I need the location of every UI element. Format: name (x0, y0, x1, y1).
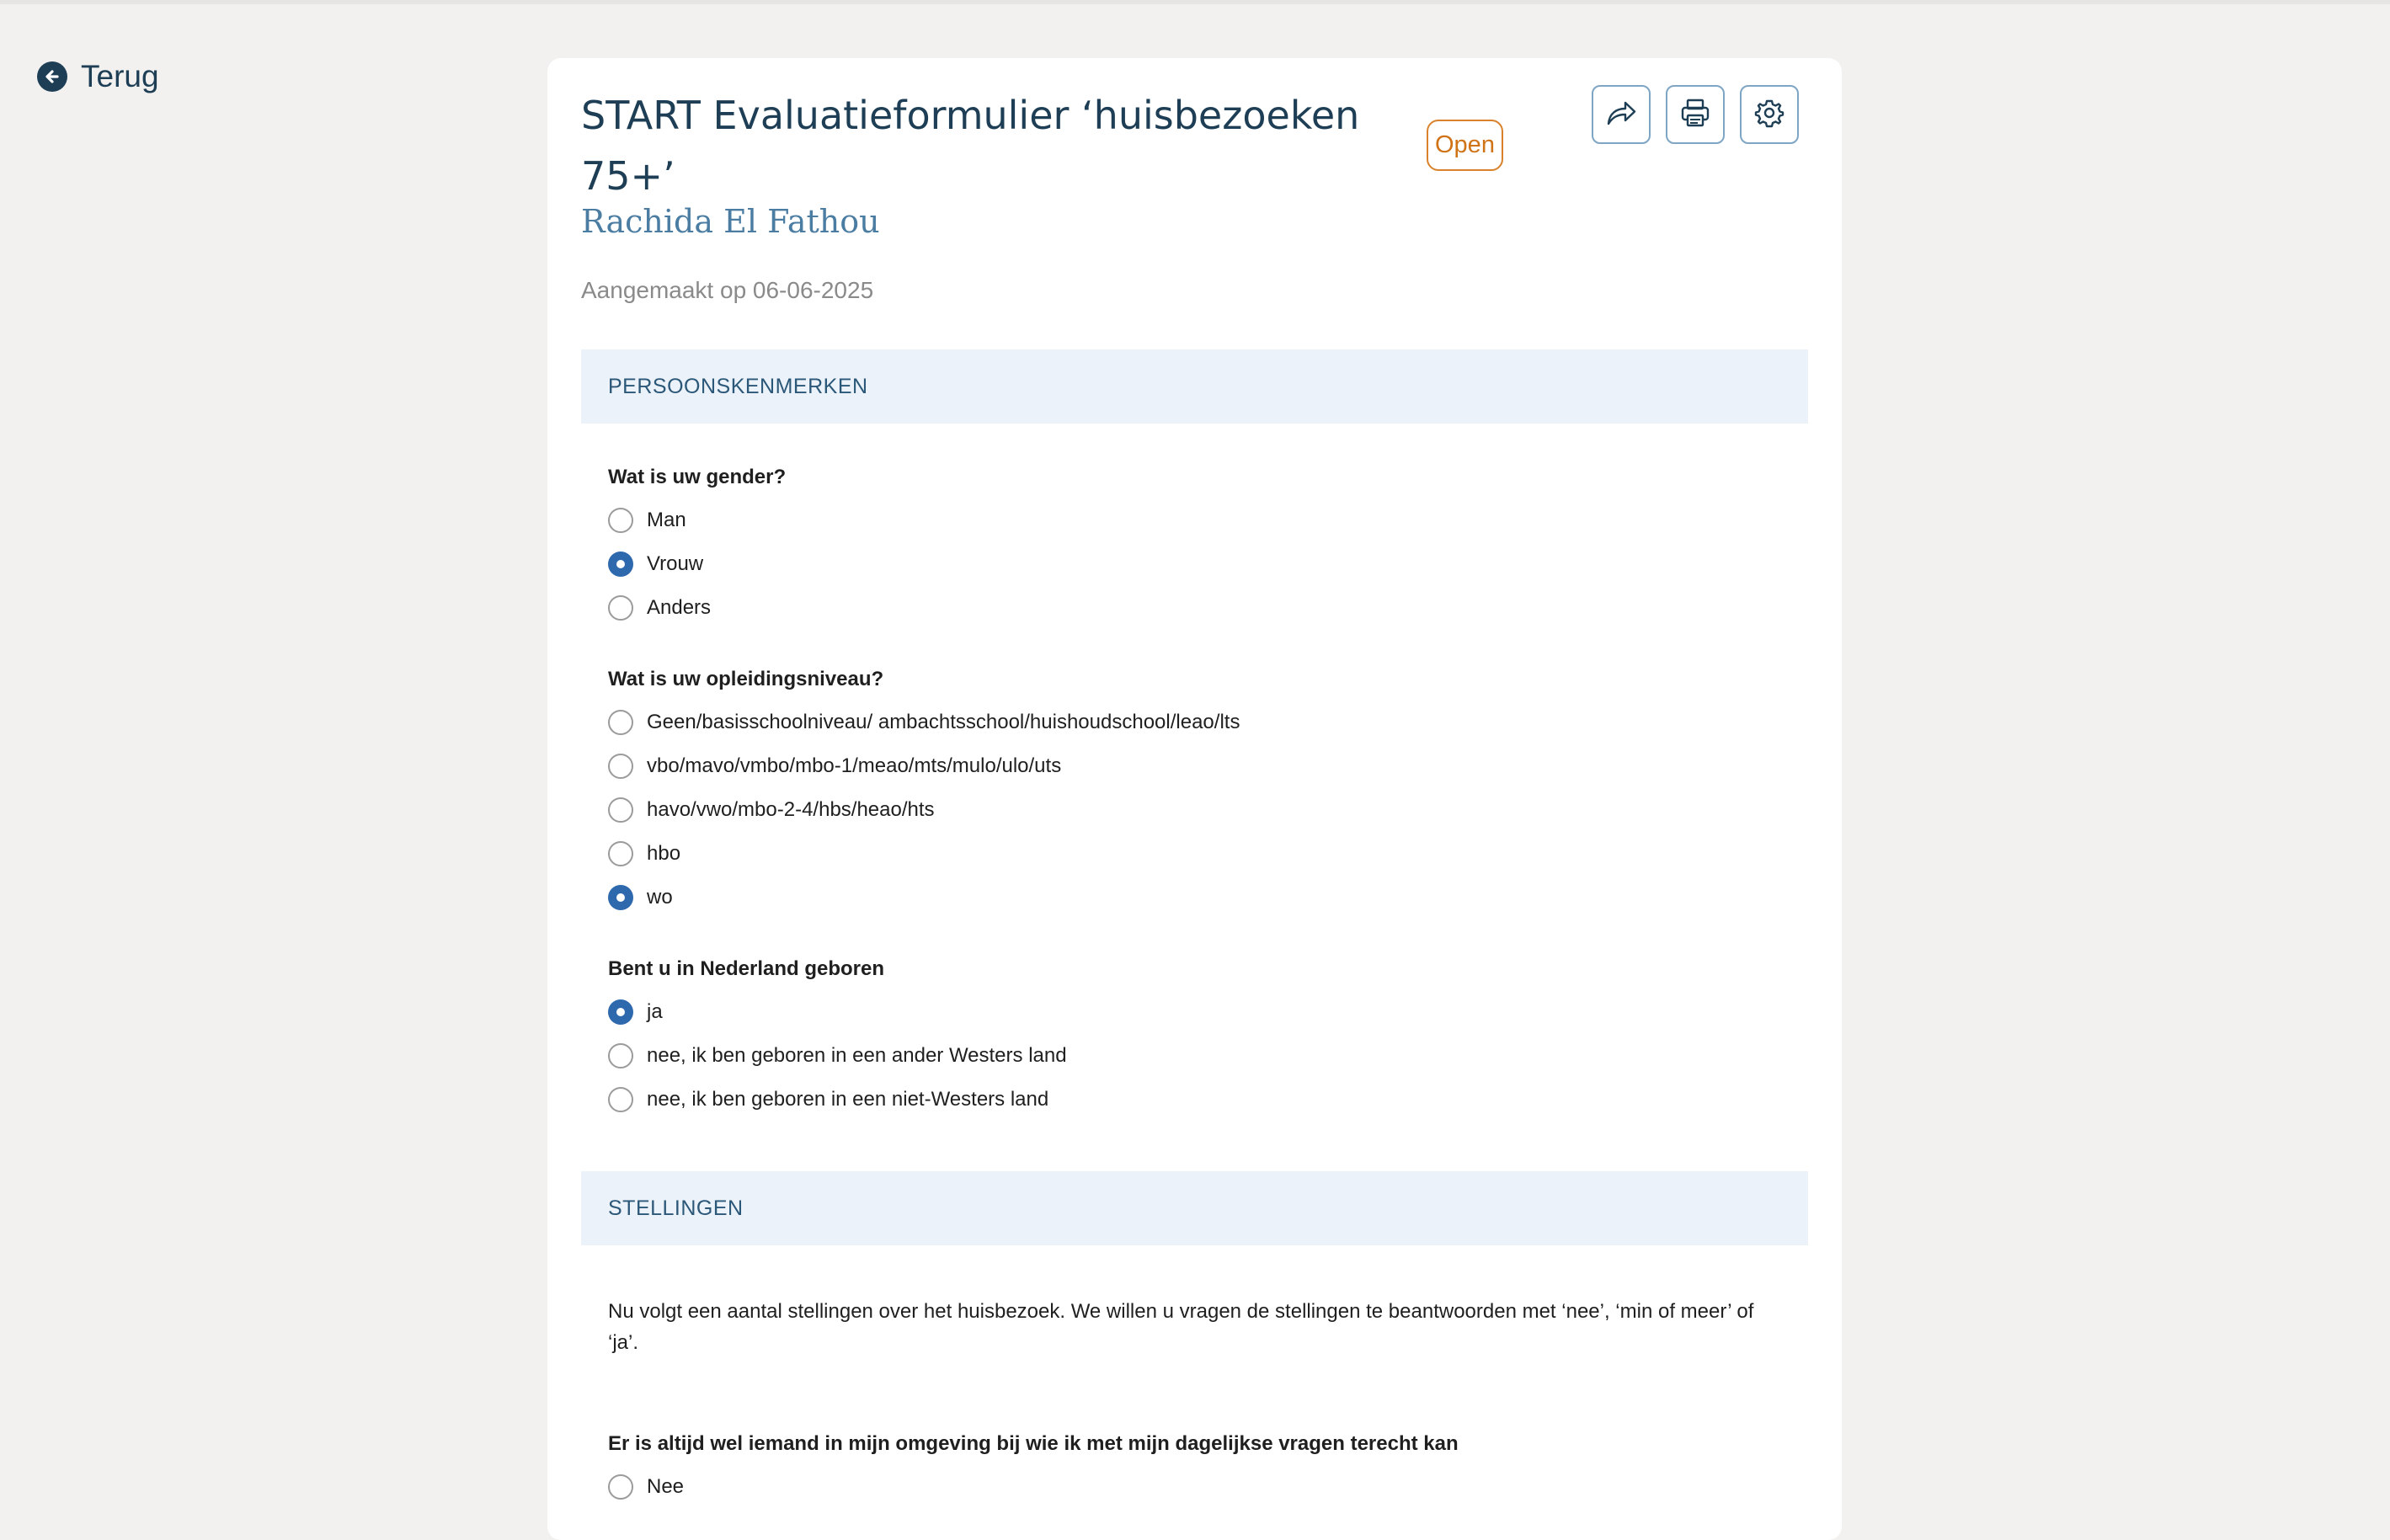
radio-option-education-1[interactable] (608, 710, 1240, 735)
option-label: hbo (647, 842, 681, 865)
question-born: Bent u in Nederland geboren (608, 957, 885, 980)
form-card (547, 58, 1842, 1540)
printer-icon (1678, 96, 1712, 134)
settings-button[interactable] (1740, 85, 1799, 144)
radio-button[interactable] (608, 1043, 633, 1068)
back-arrow-icon (37, 61, 67, 92)
option-label: Nee (647, 1475, 685, 1498)
radio-option-support-nee[interactable] (608, 1474, 684, 1500)
radio-option-anders[interactable] (608, 595, 711, 621)
gear-icon (1753, 97, 1785, 133)
option-label: ja (647, 1000, 663, 1023)
option-label: havo/vwo/mbo-2-4/hbs/heao/hts (647, 798, 935, 821)
radio-option-man[interactable] (608, 508, 686, 533)
option-label: nee, ik ben geboren in een ander Westers land (647, 1044, 1067, 1067)
radio-option-education-5[interactable] (608, 885, 673, 910)
radio-option-vrouw[interactable] (608, 552, 703, 577)
created-date: Aangemaakt op 06-06-2025 (581, 277, 874, 303)
option-label: nee, ik ben geboren in een niet-Westers land (647, 1088, 1049, 1111)
option-label: Vrouw (647, 552, 704, 575)
option-label: Geen/basisschoolniveau/ ambachtsschool/huishoudschool/leao/lts (647, 711, 1240, 733)
radio-button[interactable] (608, 1474, 633, 1500)
radio-button[interactable] (608, 595, 633, 621)
radio-button[interactable] (608, 1087, 633, 1112)
share-icon (1603, 95, 1639, 135)
option-label: wo (647, 886, 673, 909)
person-name: Rachida El Fathou (581, 203, 880, 240)
back-link[interactable] (37, 59, 159, 94)
statements-intro: Nu volgt een aantal stellingen over het huisbezoek. We willen u vragen de stellingen te beantwoorden met ‘nee’, ‘min of meer’ of ‘ja’. (608, 1300, 1754, 1354)
radio-button[interactable] (608, 508, 633, 533)
section-header-personal: PERSOONSKENMERKEN (581, 349, 1808, 424)
radio-option-born-2[interactable] (608, 1043, 1067, 1068)
top-border (0, 0, 2390, 4)
option-label: vbo/mavo/vmbo/mbo-1/meao/mts/mulo/ulo/uts (647, 754, 1062, 777)
radio-button-selected[interactable] (608, 999, 633, 1025)
radio-option-born-3[interactable] (608, 1087, 1048, 1112)
print-button[interactable] (1666, 85, 1725, 144)
radio-button[interactable] (608, 841, 633, 866)
radio-option-education-3[interactable] (608, 797, 935, 823)
question-education: Wat is uw opleidingsniveau? (608, 668, 884, 690)
share-button[interactable] (1592, 85, 1651, 144)
radio-option-education-4[interactable] (608, 841, 680, 866)
radio-button-selected[interactable] (608, 552, 633, 577)
section-header-statements: STELLINGEN (581, 1171, 1808, 1245)
radio-button[interactable] (608, 797, 633, 823)
radio-button-selected[interactable] (608, 885, 633, 910)
question-gender: Wat is uw gender? (608, 466, 787, 488)
option-label: Anders (647, 596, 712, 619)
form-title: START Evaluatieformulier ‘huisbezoeken 75+’ (581, 93, 1360, 199)
radio-button[interactable] (608, 710, 633, 735)
option-label: Man (647, 509, 686, 531)
radio-option-education-2[interactable] (608, 754, 1061, 779)
radio-button[interactable] (608, 754, 633, 779)
radio-option-born-1[interactable] (608, 999, 663, 1025)
question-support: Er is altijd wel iemand in mijn omgeving bij wie ik met mijn dagelijkse vragen terecht kan (608, 1432, 1459, 1455)
status-badge: Open (1427, 120, 1503, 171)
back-label: Terug (81, 59, 159, 93)
